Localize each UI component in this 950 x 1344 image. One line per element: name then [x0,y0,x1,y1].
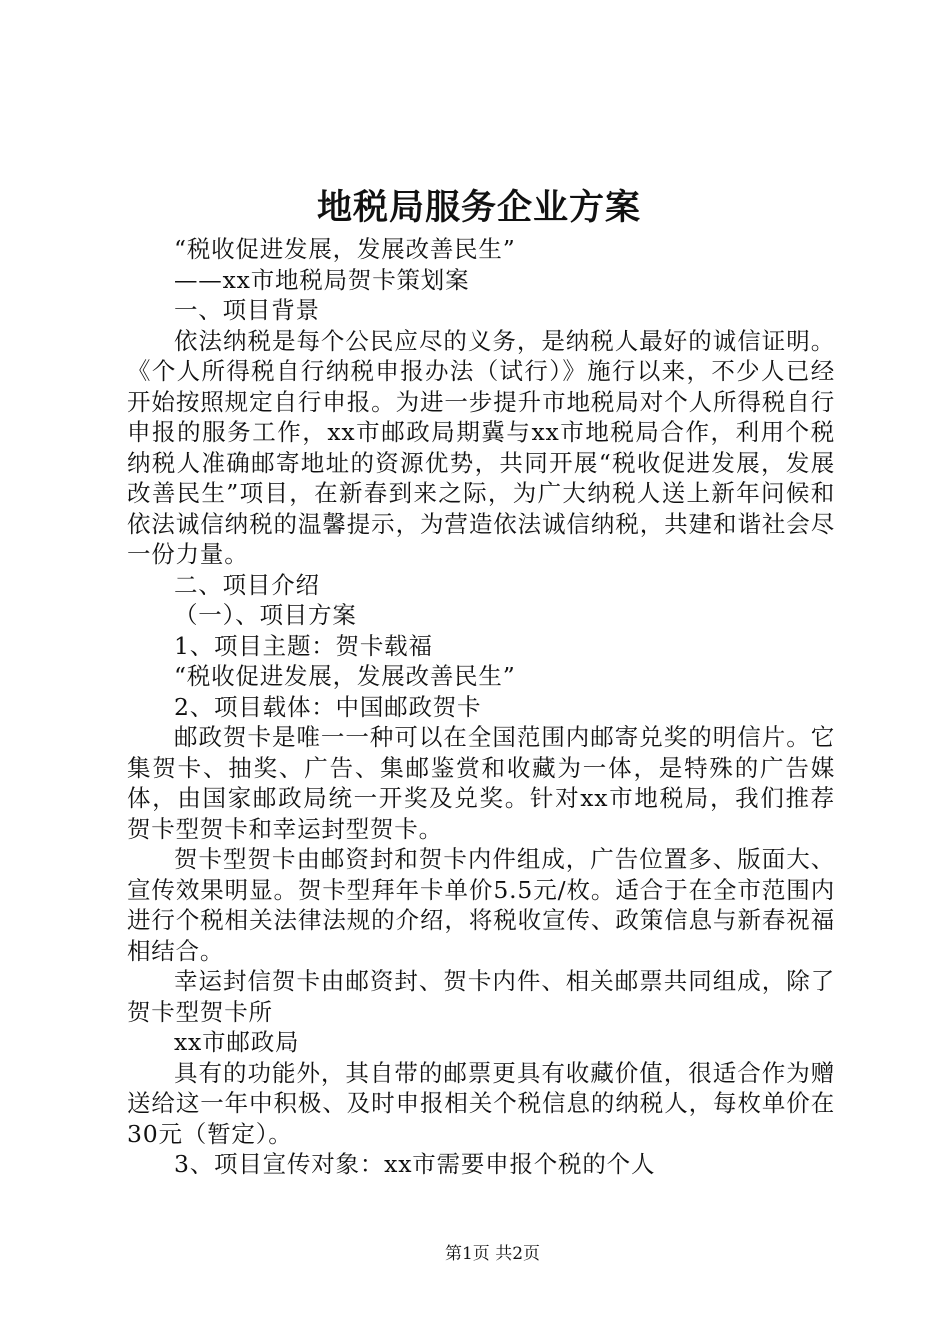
item-theme-slogan: “税收促进发展，发展改善民生” [174,662,516,690]
postal-card-paragraph: 邮政贺卡是唯一一种可以在全国范围内邮寄兑奖的明信片。它集贺卡、抽奖、广告、集邮鉴赏和收藏为一体，是特殊的广告媒体，由国家邮政局统一开奖及兑奖。针对xx市地税局，我们推荐贺卡型贺卡和幸运封型贺卡。 [127,723,835,843]
section-heading-introduction: 二、项目介绍 [174,570,320,599]
page-footer: 第1页 共2页 [444,1244,541,1264]
subsection-heading-plan: （一）、项目方案 [174,601,357,629]
post-office-line: xx市邮政局 [174,1028,300,1056]
lucky-envelope-paragraph: 幸运封信贺卡由邮资封、贺卡内件、相关邮票共同组成，除了贺卡型贺卡所 [127,967,835,1026]
document-title: 地税局服务企业方案 [316,187,641,228]
slogan-line: “税收促进发展，发展改善民生” [174,235,516,263]
item-carrier: 2、项目载体：中国邮政贺卡 [174,692,482,721]
subtitle-line: ——xx市地税局贺卡策划案 [174,265,470,294]
item-target-audience: 3、项目宣传对象：xx市需要申报个税的个人 [174,1150,656,1178]
background-paragraph: 依法纳税是每个公民应尽的义务，是纳税人最好的诚信证明。《个人所得税自行纳税申报办法（试行）》施行以来，不少人已经开始按照规定自行申报。为进一步提升市地税局对个人所得税自行申报的服务工作，xx市邮政局期冀与xx市地税局合作，利用个税纳税人准确邮寄地址的资源优势，共同开展“税收促进发展，发展改善民生”项目，在新春到来之际，为广大纳税人送上新年问候和依法诚信纳税的温馨提示，为营造依法诚信纳税，共建和谐社会尽一份力量。 [127,326,835,568]
document-body [127,234,835,1180]
stamp-value-paragraph: 具有的功能外，其自带的邮票更具有收藏价值，很适合作为赠送给这一年中积极、及时申报相关个税信息的纳税人，每枚单价在30元（暂定）。 [127,1058,835,1148]
section-heading-background: 一、项目背景 [174,296,320,324]
item-theme: 1、项目主题：贺卡载福 [174,631,433,660]
card-type-paragraph: 贺卡型贺卡由邮资封和贺卡内件组成，广告位置多、版面大、宣传效果明显。贺卡型拜年卡单价5.5元/枚。适合于在全市范围内进行个税相关法律法规的介绍，将税收宣传、政策信息与新春祝福相结合。 [127,845,835,965]
